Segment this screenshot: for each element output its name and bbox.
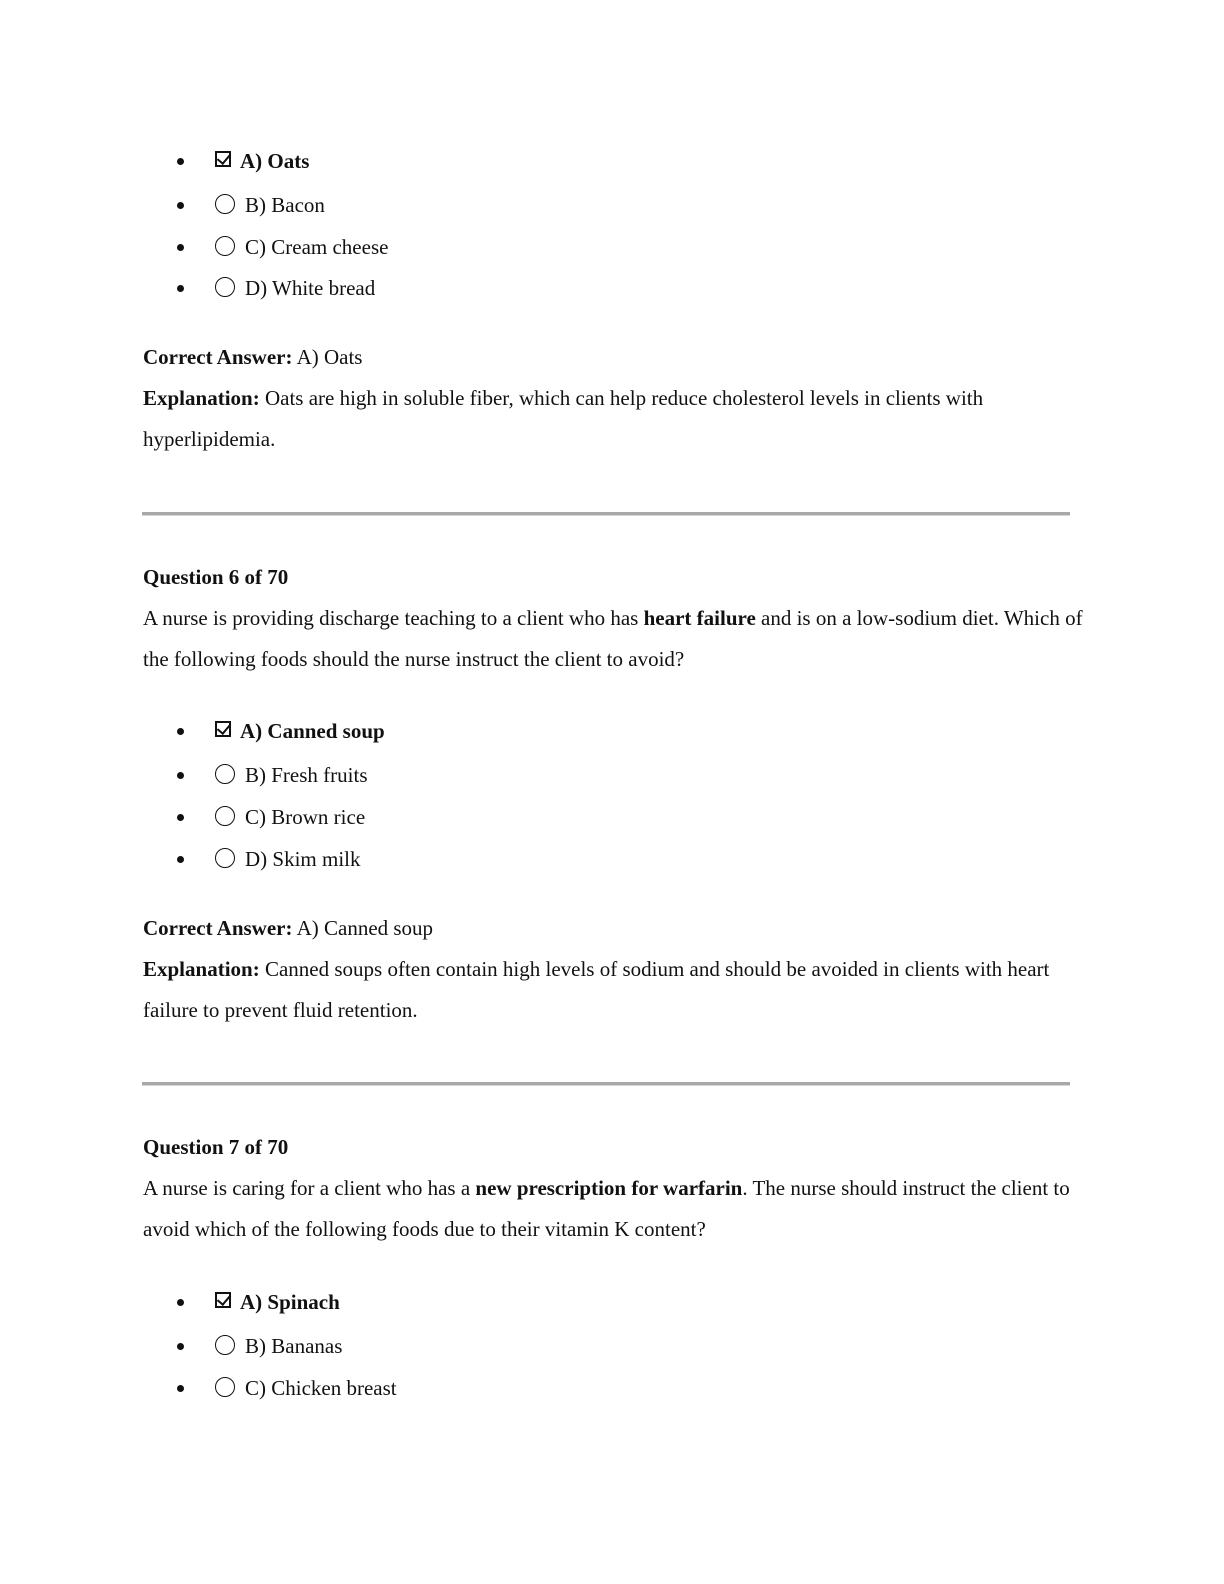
q7-option-c[interactable] [0, 1373, 900, 1403]
bullet-icon [177, 728, 184, 735]
q6-explanation [143, 949, 1083, 1031]
bullet-icon [177, 158, 184, 165]
correct-answer-value: A) Canned soup [296, 916, 434, 940]
option-label: D) Skim milk [245, 847, 361, 871]
option-label: A) Spinach [240, 1290, 340, 1314]
stem-emphasis: heart failure [643, 606, 756, 630]
option-label: B) Bananas [245, 1334, 343, 1358]
explanation-text: Canned soups often contain high levels of sodium and should be avoided in clients with heart failure to prevent fluid retention. [143, 957, 1050, 1022]
stem-text: A nurse is providing discharge teaching to a client who has [143, 606, 644, 630]
radio-circle-icon [215, 277, 235, 297]
q6-option-d[interactable] [0, 844, 900, 874]
radio-circle-icon [215, 194, 235, 214]
option-label: D) White bread [245, 276, 376, 300]
q6-option-a[interactable] [0, 716, 900, 746]
bullet-icon [177, 1385, 184, 1392]
option-label: B) Bacon [245, 193, 325, 217]
section-divider [142, 512, 1070, 516]
section-divider [142, 1082, 1070, 1086]
stem-text: and is on a low-sodium diet. Which of the following foods should the nurse instruct the client to avoid? [143, 606, 1083, 671]
bullet-icon [177, 1343, 184, 1350]
q6-option-c[interactable] [0, 802, 900, 832]
explanation-text: Oats are high in soluble fiber, which can help reduce cholesterol levels in clients with hyperlipidemia. [143, 386, 984, 451]
q5-option-b[interactable] [0, 190, 900, 220]
option-label: C) Cream cheese [245, 235, 389, 259]
option-label: C) Chicken breast [245, 1376, 397, 1400]
option-label: B) Fresh fruits [245, 763, 368, 787]
checked-box-icon [215, 1292, 231, 1308]
q5-correct-answer [143, 337, 1083, 378]
q6-correct-answer [143, 908, 1083, 949]
bullet-icon [177, 285, 184, 292]
checked-box-icon [215, 151, 231, 167]
q7-stem [143, 1168, 1083, 1250]
bullet-icon [177, 814, 184, 821]
bullet-icon [177, 772, 184, 779]
bullet-icon [177, 202, 184, 209]
q7-option-a[interactable] [0, 1287, 900, 1317]
q5-option-a[interactable] [0, 146, 900, 176]
stem-emphasis: new prescription for warfarin [475, 1176, 743, 1200]
option-label: A) Oats [240, 149, 310, 173]
q7-title: Question 7 of 70 [143, 1135, 289, 1159]
radio-circle-icon [215, 1335, 235, 1355]
correct-answer-label: Correct Answer: [143, 916, 293, 940]
q5-option-c[interactable] [0, 232, 900, 262]
correct-answer-value: A) Oats [296, 345, 363, 369]
stem-text: . The nurse should instruct the client to avoid which of the following foods due to their vitamin K content? [143, 1176, 1070, 1241]
bullet-icon [177, 856, 184, 863]
q7-option-b[interactable] [0, 1331, 900, 1361]
bullet-icon [177, 244, 184, 251]
q6-title: Question 6 of 70 [143, 565, 289, 589]
correct-answer-label: Correct Answer: [143, 345, 293, 369]
stem-text: A nurse is caring for a client who has a [143, 1176, 476, 1200]
bullet-icon [177, 1299, 184, 1306]
option-label: A) Canned soup [240, 719, 385, 743]
checked-box-icon [215, 721, 231, 737]
radio-circle-icon [215, 236, 235, 256]
q5-option-d[interactable] [0, 273, 900, 303]
q6-stem [143, 598, 1083, 680]
radio-circle-icon [215, 806, 235, 826]
explanation-label: Explanation: [143, 386, 260, 410]
radio-circle-icon [215, 764, 235, 784]
q5-explanation [143, 378, 1083, 460]
radio-circle-icon [215, 848, 235, 868]
option-label: C) Brown rice [245, 805, 366, 829]
q6-option-b[interactable] [0, 760, 900, 790]
radio-circle-icon [215, 1377, 235, 1397]
explanation-label: Explanation: [143, 957, 260, 981]
